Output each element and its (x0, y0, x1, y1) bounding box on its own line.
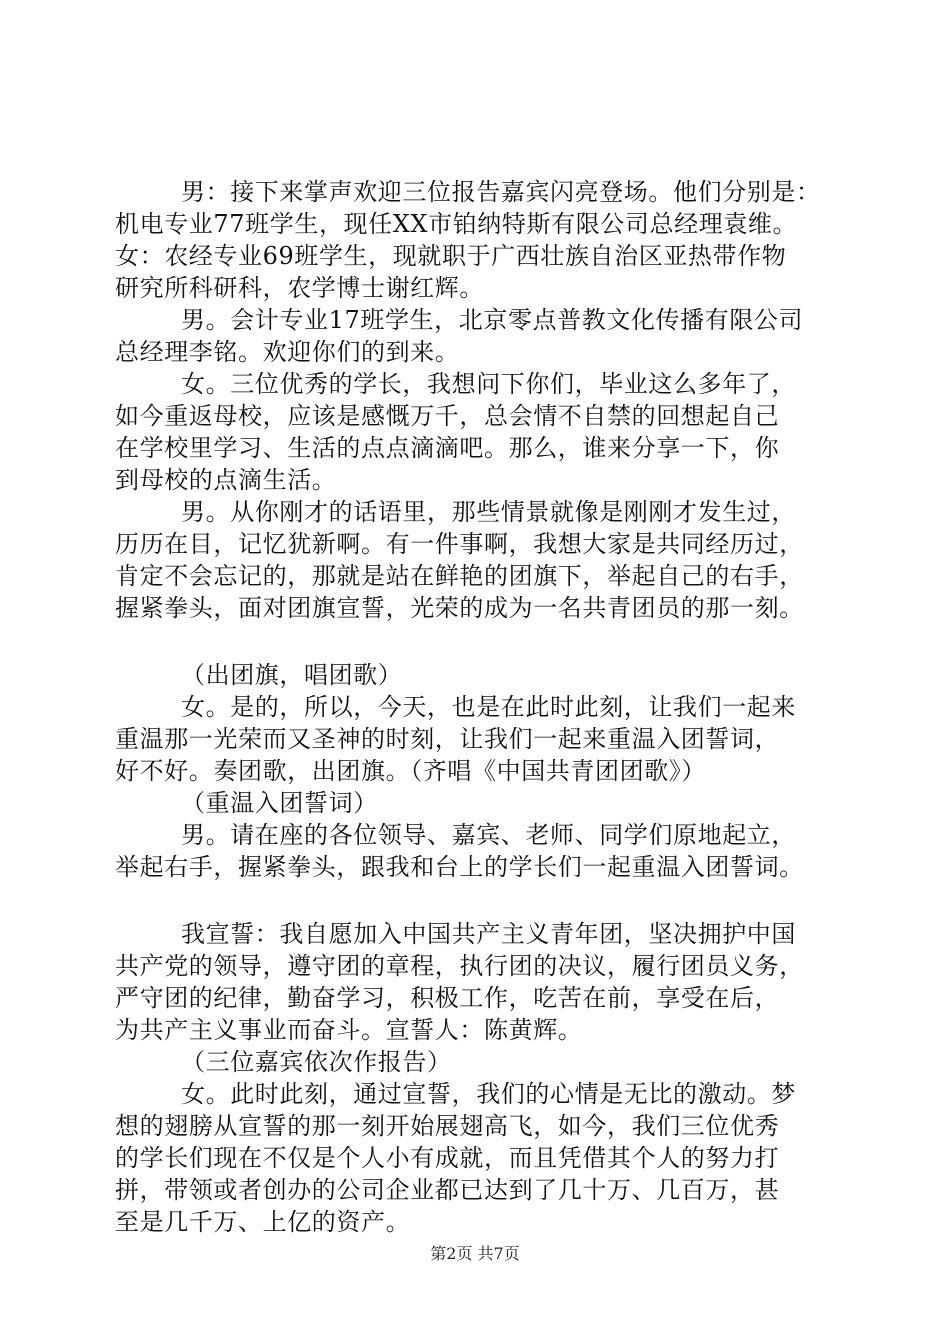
text-line: 好不好。奏团歌，出团旗。（齐唱《中国共青团团歌》） (115, 757, 706, 785)
text-line: 机电专业77班学生，现任XX市铂纳特斯有限公司总经理袁维。 (115, 210, 798, 238)
paragraph (115, 691, 855, 787)
paragraph (115, 1046, 855, 1078)
text-line: 握紧拳头，面对团旗宣誓，光荣的成为一名共青团员的那一刻。 (115, 594, 804, 622)
paragraph (115, 496, 855, 624)
text-line: 共产党的领导，遵守团的章程，执行团的决议，履行团员义务， (115, 952, 804, 980)
text-line: 严守团的纪律，勤奋学习，积极工作，吃苦在前，享受在后， (115, 984, 780, 1012)
paragraph (115, 304, 855, 368)
text-line: 男。会计专业17班学生，北京零点普教文化传播有限公司 (181, 306, 804, 334)
paragraph (115, 659, 855, 691)
text-line: 拼，带领或者创办的公司企业都已达到了几十万、几百万，甚 (115, 1176, 780, 1204)
text-line: 女。三位优秀的学长，我想问下你们，毕业这么多年了， (181, 370, 796, 398)
page-footer (0, 1244, 950, 1264)
text-line: 历历在目，记忆犹新啊。有一件事啊，我想大家是共同经历过， (115, 530, 804, 558)
paragraph (115, 176, 855, 304)
text-line: 男。请在座的各位领导、嘉宾、老师、同学们原地起立， (181, 821, 796, 849)
page-number: 第2页 共7页 (430, 1244, 520, 1263)
text-line: 男。从你刚才的话语里，那些情景就像是刚刚才发生过， (181, 498, 796, 526)
text-line: 女。是的，所以，今天，也是在此时此刻，让我们一起来 (181, 693, 796, 721)
text-line: 至是几千万、上亿的资产。 (115, 1208, 411, 1236)
text-line: 肯定不会忘记的，那就是站在鲜艳的团旗下，举起自己的右手， (115, 562, 804, 590)
paragraph-gap (115, 624, 855, 659)
text-line: 为共产主义事业而奋斗。宣誓人：陈黄辉。 (115, 1016, 583, 1044)
text-line: 在学校里学习、生活的点点滴滴吧。那么，谁来分享一下，你 (115, 434, 780, 462)
text-line: 到母校的点滴生活。 (115, 466, 337, 494)
text-line: 的学长们现在不仅是个人小有成就，而且凭借其个人的努力打 (115, 1144, 780, 1172)
text-line: 想的翅膀从宣誓的那一刻开始展翅高飞，如今，我们三位优秀 (115, 1112, 780, 1140)
paragraph (115, 787, 855, 819)
text-line: 如今重返母校，应该是感慨万千，总会情不自禁的回想起自己 (115, 402, 780, 430)
text-line: 重温那一光荣而又圣神的时刻，让我们一起来重温入团誓词， (115, 725, 780, 753)
text-line: 举起右手，握紧拳头，跟我和台上的学长们一起重温入团誓词。 (115, 853, 804, 881)
paragraph (115, 918, 855, 1046)
paragraph (115, 368, 855, 496)
text-line: 我宣誓：我自愿加入中国共产主义青年团，坚决拥护中国 (181, 920, 796, 948)
text-line: 女。此时此刻，通过宣誓，我们的心情是无比的激动。梦 (181, 1080, 796, 1108)
paragraph-gap (115, 883, 855, 918)
text-line: （出团旗，唱团歌） (181, 661, 403, 689)
text-line: （重温入团誓词） (181, 789, 378, 817)
text-line: 男：接下来掌声欢迎三位报告嘉宾闪亮登场。他们分别是： (181, 178, 821, 206)
document-body (115, 176, 855, 1238)
text-line: （三位嘉宾依次作报告） (181, 1048, 452, 1076)
paragraph (115, 1078, 855, 1238)
text-line: 研究所科研科，农学博士谢红辉。 (115, 274, 484, 302)
paragraph (115, 819, 855, 883)
text-line: 女：农经专业69班学生，现就职于广西壮族自治区亚热带作物 (115, 242, 787, 270)
text-line: 总经理李铭。欢迎你们的到来。 (115, 338, 460, 366)
